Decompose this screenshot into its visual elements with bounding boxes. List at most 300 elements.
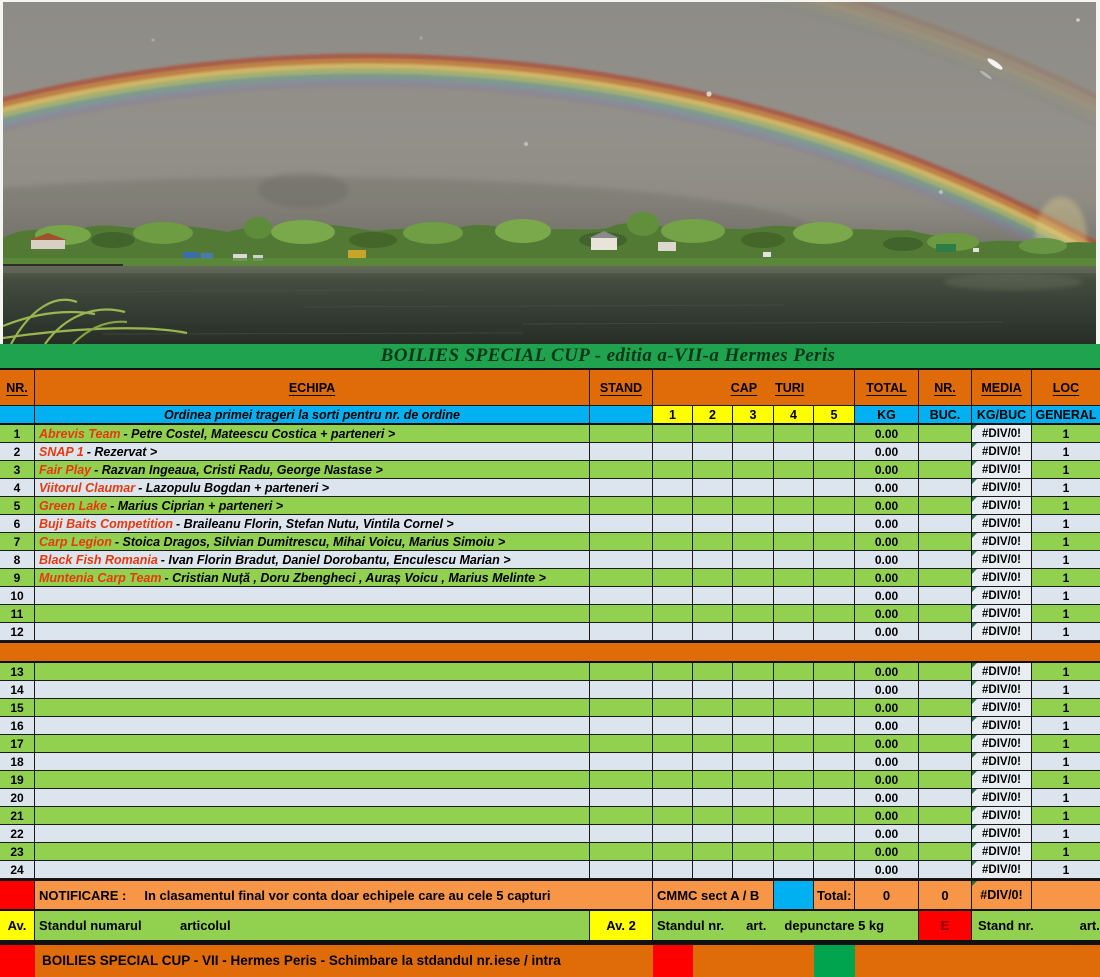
capture-cell[interactable] — [653, 663, 693, 681]
capture-cell[interactable] — [693, 717, 733, 735]
nr-buc-cell[interactable] — [919, 497, 972, 515]
nr-buc-cell[interactable] — [919, 569, 972, 587]
capture-cell[interactable] — [653, 753, 693, 771]
media-cell[interactable]: #DIV/0! — [972, 497, 1032, 515]
capture-cell[interactable] — [774, 753, 814, 771]
row-number-cell[interactable]: 16 — [0, 717, 35, 735]
col-header-media[interactable]: MEDIA — [972, 370, 1032, 406]
capture-cell[interactable] — [733, 533, 774, 551]
capture-cell[interactable] — [693, 497, 733, 515]
team-cell[interactable] — [35, 771, 590, 789]
stand-cell[interactable] — [590, 735, 653, 753]
capture-cell[interactable] — [814, 681, 855, 699]
capture-cell[interactable] — [653, 515, 693, 533]
capture-cell[interactable] — [653, 497, 693, 515]
nr-buc-cell[interactable] — [919, 753, 972, 771]
capture-cell[interactable] — [693, 843, 733, 861]
team-cell[interactable] — [35, 443, 590, 461]
nr-buc-cell[interactable] — [919, 789, 972, 807]
capture-cell[interactable] — [814, 735, 855, 753]
capture-cell[interactable] — [774, 771, 814, 789]
nr-buc-cell[interactable] — [919, 425, 972, 443]
row-number-cell[interactable]: 14 — [0, 681, 35, 699]
team-cell[interactable] — [35, 461, 590, 479]
stand-nr-cell[interactable] — [972, 911, 1100, 940]
nr-buc-cell[interactable] — [919, 825, 972, 843]
blue-marker-cell[interactable] — [774, 881, 814, 909]
stand-cell[interactable] — [590, 443, 653, 461]
capture-cell[interactable] — [733, 681, 774, 699]
media-cell[interactable]: #DIV/0! — [972, 425, 1032, 443]
capture-cell[interactable] — [814, 717, 855, 735]
media-cell[interactable]: #DIV/0! — [972, 533, 1032, 551]
loc-cell[interactable]: 1 — [1032, 753, 1100, 771]
capture-cell[interactable] — [653, 479, 693, 497]
stand-cell[interactable] — [590, 699, 653, 717]
col-header-total[interactable]: TOTAL — [855, 370, 919, 406]
capture-cell[interactable] — [814, 461, 855, 479]
capture-cell[interactable] — [693, 443, 733, 461]
capture-cell[interactable] — [774, 515, 814, 533]
row-number-cell[interactable]: 2 — [0, 443, 35, 461]
nr-buc-cell[interactable] — [919, 771, 972, 789]
total-kg-cell[interactable]: 0.00 — [855, 663, 919, 681]
total-kg-cell[interactable]: 0.00 — [855, 587, 919, 605]
team-cell[interactable] — [35, 663, 590, 681]
nr-buc-cell[interactable] — [919, 663, 972, 681]
total-kg-cell[interactable]: 0.00 — [855, 479, 919, 497]
row-number-cell[interactable]: 12 — [0, 623, 35, 641]
capture-cell[interactable] — [693, 425, 733, 443]
row-number-cell[interactable]: 3 — [0, 461, 35, 479]
nr-buc-cell[interactable] — [919, 605, 972, 623]
capture-cell[interactable] — [653, 443, 693, 461]
total-kg-cell[interactable]: 0.00 — [855, 861, 919, 879]
capture-cell[interactable] — [733, 771, 774, 789]
subheader-stand-cell[interactable] — [590, 406, 653, 425]
capture-cell[interactable] — [814, 569, 855, 587]
loc-cell[interactable]: 1 — [1032, 861, 1100, 879]
capture-cell[interactable] — [774, 587, 814, 605]
media-cell[interactable]: #DIV/0! — [972, 771, 1032, 789]
stand-cell[interactable] — [590, 681, 653, 699]
stand-cell[interactable] — [590, 461, 653, 479]
capture-cell[interactable] — [814, 825, 855, 843]
capture-cell[interactable] — [653, 425, 693, 443]
loc-cell[interactable]: 1 — [1032, 443, 1100, 461]
capture-cell[interactable] — [814, 533, 855, 551]
capture-cell[interactable] — [774, 861, 814, 879]
team-cell[interactable] — [35, 717, 590, 735]
capture-cell[interactable] — [733, 843, 774, 861]
nr-buc-cell[interactable] — [919, 443, 972, 461]
capture-cell[interactable] — [693, 825, 733, 843]
capture-cell[interactable] — [774, 789, 814, 807]
stand-cell[interactable] — [590, 843, 653, 861]
capture-cell[interactable] — [814, 771, 855, 789]
total-kg-cell[interactable]: 0.00 — [855, 443, 919, 461]
capture-cell[interactable] — [733, 461, 774, 479]
row-number-cell[interactable]: 13 — [0, 663, 35, 681]
capture-cell[interactable] — [653, 789, 693, 807]
red-marker-cell[interactable] — [0, 881, 35, 909]
capture-cell[interactable] — [733, 807, 774, 825]
total-kg-cell[interactable]: 0.00 — [855, 533, 919, 551]
loc-cell[interactable]: 1 — [1032, 699, 1100, 717]
capture-cell[interactable] — [693, 753, 733, 771]
row-number-cell[interactable]: 17 — [0, 735, 35, 753]
subheader-nr-cell[interactable] — [0, 406, 35, 425]
loc-cell[interactable]: 1 — [1032, 479, 1100, 497]
total-kg-cell[interactable]: 0.00 — [855, 699, 919, 717]
capture-cell[interactable] — [653, 843, 693, 861]
media-cell[interactable]: #DIV/0! — [972, 515, 1032, 533]
team-cell[interactable] — [35, 789, 590, 807]
buc-header[interactable]: BUC. — [919, 406, 972, 425]
row-number-cell[interactable]: 10 — [0, 587, 35, 605]
capture-cell[interactable] — [774, 425, 814, 443]
capture-cell[interactable] — [653, 533, 693, 551]
capture-cell[interactable] — [814, 663, 855, 681]
capture-cell[interactable] — [653, 771, 693, 789]
total-kg-cell[interactable]: 0.00 — [855, 735, 919, 753]
nr-buc-cell[interactable] — [919, 861, 972, 879]
media-cell[interactable]: #DIV/0! — [972, 717, 1032, 735]
total-kg-cell[interactable]: 0.00 — [855, 789, 919, 807]
loc-cell[interactable]: 1 — [1032, 789, 1100, 807]
team-cell[interactable] — [35, 699, 590, 717]
capture-cell[interactable] — [774, 717, 814, 735]
team-cell[interactable] — [35, 753, 590, 771]
capture-cell[interactable] — [814, 623, 855, 641]
nr-buc-cell[interactable] — [919, 479, 972, 497]
capture-cell[interactable] — [653, 461, 693, 479]
loc-cell[interactable]: 1 — [1032, 461, 1100, 479]
capture-cell[interactable] — [733, 663, 774, 681]
loc-cell[interactable]: 1 — [1032, 425, 1100, 443]
capture-cell[interactable] — [693, 623, 733, 641]
capture-cell[interactable] — [774, 681, 814, 699]
green-marker-cell[interactable] — [814, 945, 855, 977]
capture-cell[interactable] — [733, 753, 774, 771]
col-header-nr[interactable]: NR. — [0, 370, 35, 406]
empty-sum-cell[interactable] — [1032, 881, 1100, 909]
loc-cell[interactable]: 1 — [1032, 663, 1100, 681]
total-kg-cell[interactable]: 0.00 — [855, 843, 919, 861]
capture-cell[interactable] — [814, 861, 855, 879]
stand-cell[interactable] — [590, 807, 653, 825]
capture-cell[interactable] — [814, 753, 855, 771]
stand-cell[interactable] — [590, 587, 653, 605]
media-sum-cell[interactable]: #DIV/0! — [972, 881, 1032, 909]
capture-cell[interactable] — [693, 605, 733, 623]
team-cell[interactable] — [35, 825, 590, 843]
media-cell[interactable]: #DIV/0! — [972, 825, 1032, 843]
capture-cell[interactable] — [653, 681, 693, 699]
capture-cell[interactable] — [693, 861, 733, 879]
capture-cell[interactable] — [653, 699, 693, 717]
stand-cell[interactable] — [590, 717, 653, 735]
stand-cell[interactable] — [590, 789, 653, 807]
capture-cell[interactable] — [693, 569, 733, 587]
capture-cell[interactable] — [774, 735, 814, 753]
media-cell[interactable]: #DIV/0! — [972, 807, 1032, 825]
media-cell[interactable]: #DIV/0! — [972, 479, 1032, 497]
capture-cell[interactable] — [733, 515, 774, 533]
stand-cell[interactable] — [590, 479, 653, 497]
capture-cell[interactable] — [733, 735, 774, 753]
stand-cell[interactable] — [590, 753, 653, 771]
capture-col-2[interactable]: 2 — [693, 406, 733, 425]
capture-cell[interactable] — [733, 479, 774, 497]
team-cell[interactable] — [35, 497, 590, 515]
stand-cell[interactable] — [590, 663, 653, 681]
capture-cell[interactable] — [774, 843, 814, 861]
team-cell[interactable] — [35, 843, 590, 861]
capture-cell[interactable] — [693, 533, 733, 551]
total-kg-sum-cell[interactable]: 0 — [855, 881, 919, 909]
media-cell[interactable]: #DIV/0! — [972, 789, 1032, 807]
capture-cell[interactable] — [693, 681, 733, 699]
capture-cell[interactable] — [814, 699, 855, 717]
red-marker-mid[interactable] — [653, 945, 693, 977]
media-cell[interactable]: #DIV/0! — [972, 681, 1032, 699]
media-cell[interactable]: #DIV/0! — [972, 461, 1032, 479]
media-cell[interactable]: #DIV/0! — [972, 587, 1032, 605]
loc-cell[interactable]: 1 — [1032, 533, 1100, 551]
capture-cell[interactable] — [774, 443, 814, 461]
capture-col-5[interactable]: 5 — [814, 406, 855, 425]
depunctare-cell[interactable] — [653, 911, 919, 940]
capture-cell[interactable] — [693, 807, 733, 825]
capture-cell[interactable] — [774, 479, 814, 497]
loc-cell[interactable]: 1 — [1032, 515, 1100, 533]
total-kg-cell[interactable]: 0.00 — [855, 825, 919, 843]
stand-cell[interactable] — [590, 623, 653, 641]
capture-cell[interactable] — [693, 551, 733, 569]
kg-header[interactable]: KG — [855, 406, 919, 425]
capture-cell[interactable] — [733, 569, 774, 587]
total-buc-sum-cell[interactable]: 0 — [919, 881, 972, 909]
capture-cell[interactable] — [733, 825, 774, 843]
total-kg-cell[interactable]: 0.00 — [855, 771, 919, 789]
loc-cell[interactable]: 1 — [1032, 497, 1100, 515]
team-cell[interactable] — [35, 425, 590, 443]
media-cell[interactable]: #DIV/0! — [972, 623, 1032, 641]
capture-cell[interactable] — [693, 479, 733, 497]
nr-buc-cell[interactable] — [919, 699, 972, 717]
capture-cell[interactable] — [653, 623, 693, 641]
row-number-cell[interactable]: 1 — [0, 425, 35, 443]
capture-col-4[interactable]: 4 — [774, 406, 814, 425]
nr-buc-cell[interactable] — [919, 551, 972, 569]
capture-cell[interactable] — [814, 479, 855, 497]
nr-buc-cell[interactable] — [919, 461, 972, 479]
loc-cell[interactable]: 1 — [1032, 623, 1100, 641]
total-kg-cell[interactable]: 0.00 — [855, 515, 919, 533]
capture-cell[interactable] — [774, 569, 814, 587]
stand-cell[interactable] — [590, 425, 653, 443]
capture-cell[interactable] — [814, 551, 855, 569]
total-kg-cell[interactable]: 0.00 — [855, 807, 919, 825]
stand-cell[interactable] — [590, 605, 653, 623]
capture-cell[interactable] — [814, 807, 855, 825]
capture-cell[interactable] — [653, 807, 693, 825]
row-number-cell[interactable]: 23 — [0, 843, 35, 861]
capture-cell[interactable] — [814, 605, 855, 623]
media-cell[interactable]: #DIV/0! — [972, 605, 1032, 623]
stand-cell[interactable] — [590, 825, 653, 843]
stand-cell[interactable] — [590, 771, 653, 789]
total-kg-cell[interactable]: 0.00 — [855, 623, 919, 641]
media-cell[interactable]: #DIV/0! — [972, 569, 1032, 587]
team-cell[interactable] — [35, 861, 590, 879]
team-cell[interactable] — [35, 551, 590, 569]
team-cell[interactable] — [35, 479, 590, 497]
capture-cell[interactable] — [653, 587, 693, 605]
capture-cell[interactable] — [733, 623, 774, 641]
stand-cell[interactable] — [590, 861, 653, 879]
media-cell[interactable]: #DIV/0! — [972, 443, 1032, 461]
capture-cell[interactable] — [774, 699, 814, 717]
row-number-cell[interactable]: 11 — [0, 605, 35, 623]
capture-cell[interactable] — [693, 699, 733, 717]
row-number-cell[interactable]: 6 — [0, 515, 35, 533]
capture-cell[interactable] — [733, 587, 774, 605]
stand-cell[interactable] — [590, 551, 653, 569]
row-number-cell[interactable]: 4 — [0, 479, 35, 497]
stand-cell[interactable] — [590, 533, 653, 551]
capture-cell[interactable] — [693, 789, 733, 807]
col-header-nr-buc[interactable]: NR. — [919, 370, 972, 406]
media-cell[interactable]: #DIV/0! — [972, 861, 1032, 879]
row-number-cell[interactable]: 24 — [0, 861, 35, 879]
total-kg-cell[interactable]: 0.00 — [855, 461, 919, 479]
capture-cell[interactable] — [733, 497, 774, 515]
nr-buc-cell[interactable] — [919, 717, 972, 735]
capture-cell[interactable] — [814, 843, 855, 861]
nr-buc-cell[interactable] — [919, 735, 972, 753]
capture-cell[interactable] — [814, 443, 855, 461]
loc-cell[interactable]: 1 — [1032, 569, 1100, 587]
loc-cell[interactable]: 1 — [1032, 735, 1100, 753]
team-cell[interactable] — [35, 807, 590, 825]
nr-buc-cell[interactable] — [919, 515, 972, 533]
capture-cell[interactable] — [774, 497, 814, 515]
capture-cell[interactable] — [653, 605, 693, 623]
standul-numarul-cell[interactable] — [35, 911, 590, 940]
total-label-cell[interactable]: Total: — [814, 881, 855, 909]
total-kg-cell[interactable]: 0.00 — [855, 551, 919, 569]
row-number-cell[interactable]: 7 — [0, 533, 35, 551]
team-cell[interactable] — [35, 569, 590, 587]
total-kg-cell[interactable]: 0.00 — [855, 753, 919, 771]
cmmc-cell[interactable]: CMMC sect A / B — [653, 881, 774, 909]
nr-buc-cell[interactable] — [919, 807, 972, 825]
capture-cell[interactable] — [774, 825, 814, 843]
loc-cell[interactable]: 1 — [1032, 825, 1100, 843]
av-label-cell[interactable]: Av. — [0, 911, 35, 940]
capture-cell[interactable] — [733, 717, 774, 735]
row-number-cell[interactable]: 9 — [0, 569, 35, 587]
total-kg-cell[interactable]: 0.00 — [855, 605, 919, 623]
media-cell[interactable]: #DIV/0! — [972, 663, 1032, 681]
team-cell[interactable] — [35, 587, 590, 605]
nr-buc-cell[interactable] — [919, 681, 972, 699]
capture-cell[interactable] — [653, 551, 693, 569]
stand-cell[interactable] — [590, 497, 653, 515]
capture-cell[interactable] — [814, 515, 855, 533]
capture-cell[interactable] — [693, 735, 733, 753]
stand-cell[interactable] — [590, 569, 653, 587]
row-number-cell[interactable]: 21 — [0, 807, 35, 825]
loc-cell[interactable]: 1 — [1032, 807, 1100, 825]
draw-order-note[interactable]: Ordinea primei trageri la sorti pentru nr. de ordine — [35, 406, 590, 425]
loc-cell[interactable]: 1 — [1032, 551, 1100, 569]
col-header-stand[interactable]: STAND — [590, 370, 653, 406]
row-number-cell[interactable]: 18 — [0, 753, 35, 771]
capture-cell[interactable] — [653, 569, 693, 587]
capture-cell[interactable] — [653, 735, 693, 753]
col-header-loc[interactable]: LOC — [1032, 370, 1100, 406]
loc-cell[interactable]: 1 — [1032, 717, 1100, 735]
total-kg-cell[interactable]: 0.00 — [855, 569, 919, 587]
team-cell[interactable] — [35, 735, 590, 753]
nr-buc-cell[interactable] — [919, 623, 972, 641]
total-kg-cell[interactable]: 0.00 — [855, 425, 919, 443]
capture-cell[interactable] — [693, 663, 733, 681]
red-marker-left[interactable] — [0, 945, 35, 977]
nr-buc-cell[interactable] — [919, 843, 972, 861]
capture-cell[interactable] — [774, 461, 814, 479]
row-number-cell[interactable]: 15 — [0, 699, 35, 717]
capture-cell[interactable] — [733, 699, 774, 717]
row-number-cell[interactable]: 22 — [0, 825, 35, 843]
capture-cell[interactable] — [814, 425, 855, 443]
row-number-cell[interactable]: 8 — [0, 551, 35, 569]
nr-buc-cell[interactable] — [919, 533, 972, 551]
row-number-cell[interactable]: 20 — [0, 789, 35, 807]
capture-cell[interactable] — [733, 861, 774, 879]
col-header-echipa[interactable]: ECHIPA — [35, 370, 590, 406]
capture-col-1[interactable]: 1 — [653, 406, 693, 425]
capture-cell[interactable] — [774, 605, 814, 623]
loc-cell[interactable]: 1 — [1032, 843, 1100, 861]
total-kg-cell[interactable]: 0.00 — [855, 497, 919, 515]
total-kg-cell[interactable]: 0.00 — [855, 717, 919, 735]
capture-cell[interactable] — [693, 771, 733, 789]
total-kg-cell[interactable]: 0.00 — [855, 681, 919, 699]
media-cell[interactable]: #DIV/0! — [972, 843, 1032, 861]
row-number-cell[interactable]: 5 — [0, 497, 35, 515]
capture-col-3[interactable]: 3 — [733, 406, 774, 425]
general-header[interactable]: GENERAL — [1032, 406, 1100, 425]
capture-cell[interactable] — [774, 807, 814, 825]
capture-cell[interactable] — [774, 663, 814, 681]
media-cell[interactable]: #DIV/0! — [972, 753, 1032, 771]
col-header-capturi[interactable]: CAP TURI — [653, 370, 855, 406]
capture-cell[interactable] — [774, 623, 814, 641]
capture-cell[interactable] — [693, 515, 733, 533]
capture-cell[interactable] — [733, 443, 774, 461]
media-cell[interactable]: #DIV/0! — [972, 699, 1032, 717]
notification-text-cell[interactable] — [35, 881, 653, 909]
capture-cell[interactable] — [733, 789, 774, 807]
media-cell[interactable]: #DIV/0! — [972, 551, 1032, 569]
team-cell[interactable] — [35, 623, 590, 641]
team-cell[interactable] — [35, 515, 590, 533]
av2-cell[interactable]: Av. 2 — [590, 911, 653, 940]
